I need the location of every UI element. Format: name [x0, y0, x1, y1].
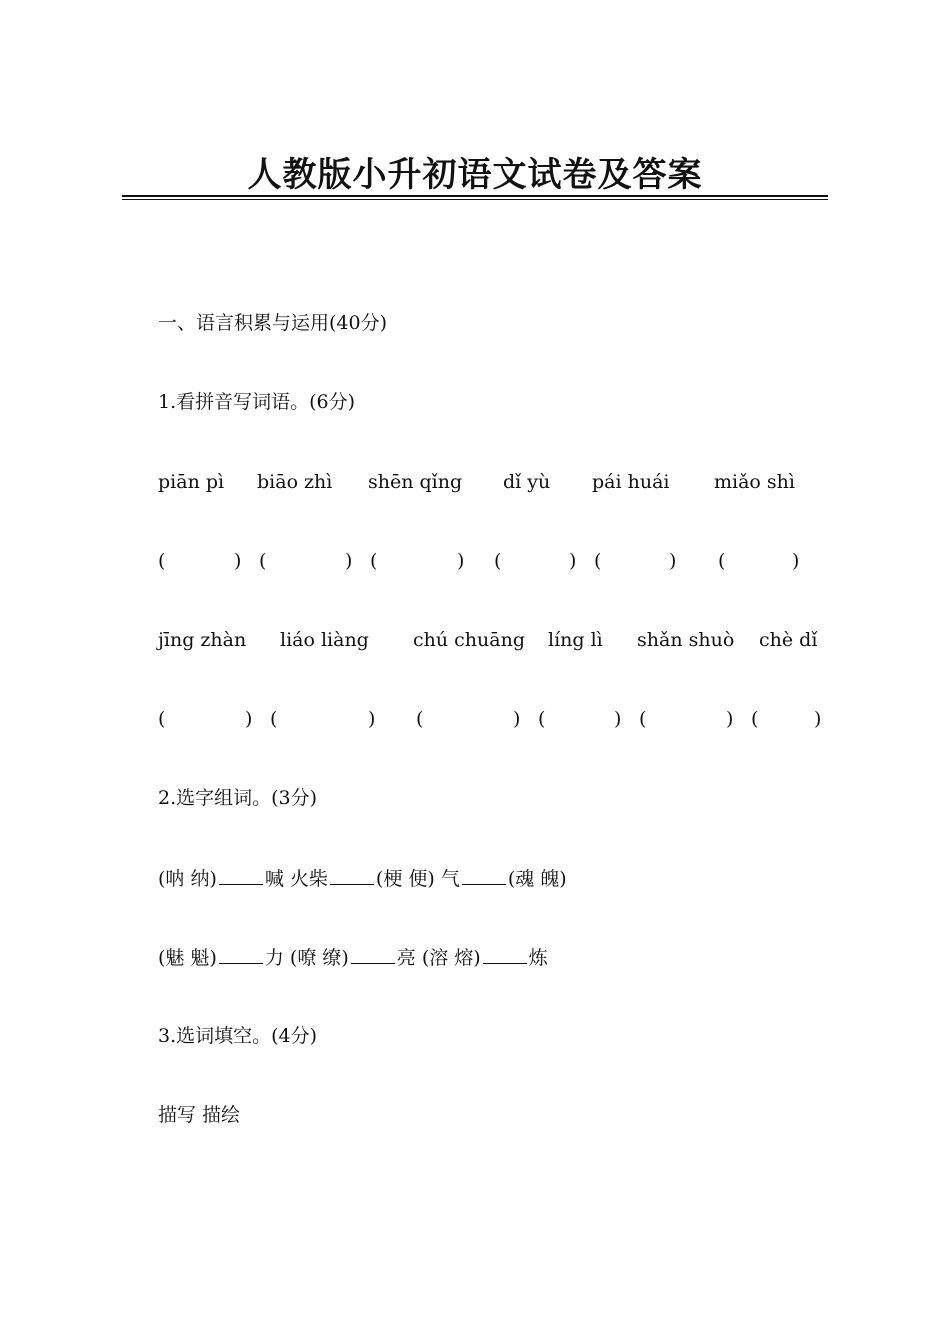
- paren-close: ): [814, 708, 822, 730]
- pinyin-item: jīng zhàn: [158, 629, 247, 651]
- title-rule-thin: [122, 199, 828, 200]
- paren-open: (: [416, 708, 424, 730]
- paren-close: ): [345, 550, 353, 572]
- paren-open: (: [158, 708, 166, 730]
- document-title: 人教版小升初语文试卷及答案: [247, 155, 703, 195]
- paren-close: ): [513, 708, 521, 730]
- paren-close: ): [569, 550, 577, 572]
- fill-blank: [483, 943, 527, 964]
- paren-close: ): [368, 708, 376, 730]
- paren-open: (: [494, 550, 502, 572]
- paren-open: (: [639, 708, 647, 730]
- choice-text: (呐 纳): [158, 868, 217, 890]
- question-1-heading: 1.看拼音写词语。(6分): [158, 391, 356, 413]
- fill-blank: [219, 864, 263, 885]
- section-heading: 一、语言积累与运用(40分): [158, 312, 388, 334]
- pinyin-item: miǎo shì: [714, 471, 795, 493]
- choice-text: (梗 便) 气: [375, 868, 460, 890]
- paren-close: ): [245, 708, 253, 730]
- word-options: 描写 描绘: [158, 1104, 241, 1126]
- pinyin-item: piān pì: [158, 471, 225, 493]
- pinyin-row-2: [158, 626, 828, 654]
- paren-open: (: [751, 708, 759, 730]
- choice-text: 炼: [528, 947, 548, 969]
- question-3-heading: 3.选词填空。(4分): [158, 1025, 318, 1047]
- paren-open: (: [538, 708, 546, 730]
- paren-open: (: [370, 550, 378, 572]
- fill-blank: [219, 943, 263, 964]
- paren-open: (: [158, 550, 166, 572]
- title-rule-thick: [122, 195, 828, 197]
- pinyin-item: liáo liàng: [280, 629, 369, 651]
- choice-text: 力 (嘹 缭): [264, 947, 349, 969]
- paren-close: ): [457, 550, 465, 572]
- paren-open: (: [259, 550, 267, 572]
- pinyin-item: shǎn shuò: [637, 629, 735, 651]
- paren-open: (: [270, 708, 278, 730]
- paren-close: ): [234, 550, 242, 572]
- choice-text: 亮 (溶 熔): [396, 947, 481, 969]
- choice-text: (魂 魄): [507, 868, 567, 890]
- paren-close: ): [726, 708, 734, 730]
- paren-close: ): [792, 550, 800, 572]
- fill-blank: [351, 943, 395, 964]
- paren-open: (: [718, 550, 726, 572]
- pinyin-item: pái huái: [592, 471, 670, 493]
- paren-close: ): [669, 550, 677, 572]
- pinyin-item: chè dǐ: [759, 629, 818, 651]
- fill-blank: [330, 864, 374, 885]
- paren-open: (: [594, 550, 602, 572]
- pinyin-item: dǐ yù: [503, 471, 551, 493]
- word-choice-line-1: [158, 864, 567, 893]
- pinyin-item: líng lì: [548, 629, 603, 651]
- pinyin-item: shēn qǐng: [368, 471, 463, 493]
- answer-row-1: [158, 547, 828, 575]
- word-choice-line-2: [158, 943, 548, 972]
- choice-text: 喊 火柴: [264, 868, 328, 890]
- pinyin-item: biāo zhì: [257, 471, 333, 493]
- choice-text: (魅 魁): [158, 947, 217, 969]
- pinyin-row-1: [158, 468, 828, 496]
- pinyin-item: chú chuāng: [413, 629, 525, 651]
- question-2-heading: 2.选字组词。(3分): [158, 787, 318, 809]
- answer-row-2: [158, 705, 828, 733]
- fill-blank: [462, 864, 506, 885]
- paren-close: ): [614, 708, 622, 730]
